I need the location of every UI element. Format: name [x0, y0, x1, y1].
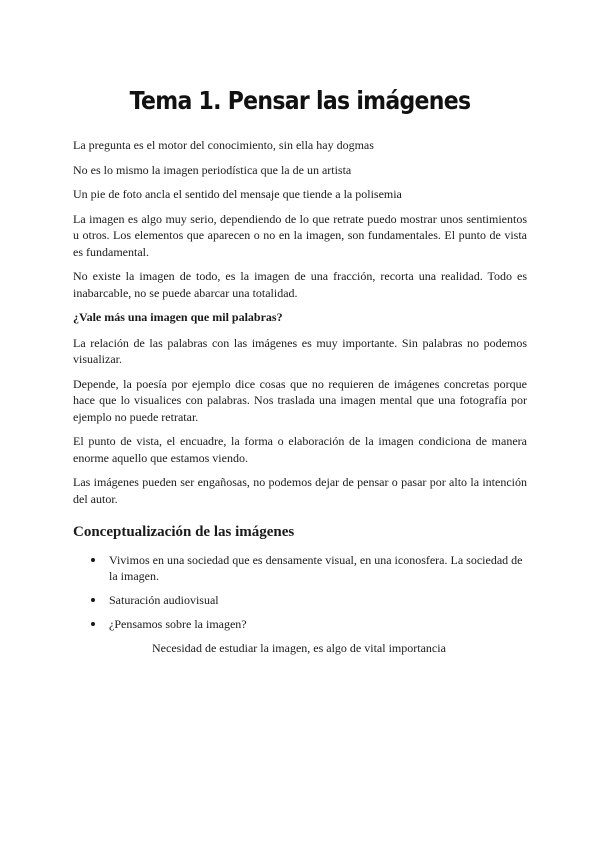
document-body: [73, 137, 527, 665]
paragraph: La relación de las palabras con las imágenes es muy importante. Sin palabras no podemos visualizar.: [73, 335, 527, 366]
list-item: [91, 616, 527, 632]
paragraph: El punto de vista, el encuadre, la forma o elaboración de la imagen condiciona de manera enorme aquello que estamos viendo.: [73, 434, 527, 465]
paragraph: Depende, la poesía por ejemplo dice cosas que no requieren de imágenes concretas porque hace que lo visualices con palabras. Nos traslada una imagen mental que una fotografía por ejemplo no puede retratar.: [73, 376, 527, 424]
list-item-text: Vivimos en una sociedad que es densamente visual, en una iconosfera. La sociedad de la imagen.: [109, 553, 523, 583]
bullet-icon: [91, 558, 95, 562]
closing-line: Necesidad de estudiar la imagen, es algo de vital importancia: [152, 641, 446, 655]
paragraph: No existe la imagen de todo, es la imagen de una fracción, recorta una realidad. Todo es inabarcable, no se puede abarcar una totalidad.: [73, 269, 527, 300]
paragraph: Un pie de foto ancla el sentido del mensaje que tiende a la polisemia: [73, 187, 402, 201]
list-item-text: ¿Pensamos sobre la imagen?: [109, 617, 247, 631]
paragraph: La pregunta es el motor del conocimiento, sin ella hay dogmas: [73, 138, 374, 152]
paragraph: No es lo mismo la imagen periodística que la de un artista: [73, 162, 352, 177]
bullet-icon: [91, 622, 95, 626]
list-item: [91, 592, 527, 608]
document-title: Tema 1. Pensar las imágenes: [129, 86, 471, 115]
list-item: [91, 552, 527, 584]
bullet-icon: [91, 598, 95, 602]
bullet-list: [73, 552, 527, 632]
section-heading: Conceptualización de las imágenes: [73, 524, 295, 540]
question-heading: ¿Vale más una imagen que mil palabras?: [73, 310, 283, 324]
paragraph: Las imágenes pueden ser engañosas, no podemos dejar de pensar o pasar por alto la intención del autor.: [73, 475, 527, 506]
paragraph: La imagen es algo muy serio, dependiendo de lo que retrate puedo mostrar unos sentimientos u otros. Los elementos que aparecen o no en la imagen, son fundamentales. El punto de vista es fundamental.: [73, 211, 527, 259]
list-item-text: Saturación audiovisual: [109, 593, 219, 607]
